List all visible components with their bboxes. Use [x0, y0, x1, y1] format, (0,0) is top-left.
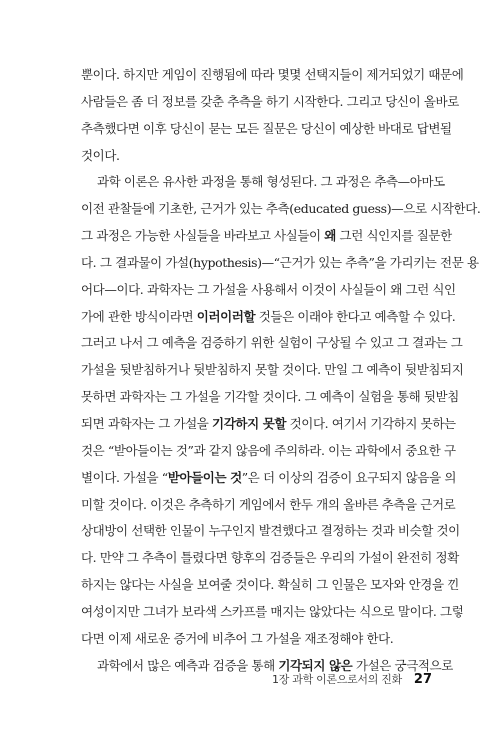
emphasis-text: 받아들이는 것 — [167, 469, 242, 485]
text-line — [81, 492, 456, 519]
text-segment: 여성이지만 그녀가 보라색 스카프를 매지는 않았다는 식으로 말이다. 그렇 — [81, 603, 464, 619]
text-segment: 가에 관한 방식이라면 — [81, 308, 197, 324]
text-line — [81, 545, 459, 572]
text-segment: 것이다. 여기서 기각하지 못하는 — [286, 415, 456, 431]
text-segment: 것이다. — [81, 147, 120, 163]
text-line — [81, 572, 459, 599]
text-line — [81, 384, 459, 411]
text-segment: 다. 그 결과물이 가설(hypothesis)—“근거가 있는 추측”을 가리키는 전문 용 — [81, 254, 479, 270]
text-line — [81, 438, 456, 465]
text-line — [81, 357, 464, 384]
page-number: 27 — [413, 672, 432, 687]
emphasis-text: 기각하지 못할 — [212, 415, 287, 431]
text-line — [81, 304, 456, 331]
text-segment: 별이다. 가설을 “ — [81, 469, 168, 485]
emphasis-text: 이러이러할 — [196, 308, 256, 324]
text-line — [81, 277, 456, 304]
emphasis-text: 기각되지 않은 — [278, 657, 353, 673]
text-line — [81, 330, 463, 357]
text-segment: 그 과정은 가능한 사실들을 바라보고 사실들이 — [81, 228, 325, 244]
text-segment: 추측했다면 이후 당신이 묻는 모든 질문은 당신이 예상한 바대로 답변될 — [81, 120, 452, 136]
text-segment: 다. 만약 그 추측이 틀렸다면 향후의 검증들은 우리의 가설이 완전히 정확 — [81, 550, 459, 566]
text-segment: 그런 식인지를 질문한 — [335, 228, 452, 244]
text-segment: 이전 관찰들에 기초한, 근거가 있는 추측(educated guess)—으로 시작한다. — [81, 201, 481, 217]
text-segment: 못하면 과학자는 그 가설을 기각할 것이다. 그 예측이 실험을 통해 뒷받침 — [81, 389, 459, 405]
text-line — [81, 411, 456, 438]
text-segment: 하지는 않다는 사실을 보여줄 것이다. 확실히 그 인물은 모자와 안경을 낀 — [81, 577, 459, 593]
text-line — [81, 626, 433, 653]
text-segment: 뿐이다. 하지만 게임이 진행됨에 따라 몇몇 선택지들이 제거되었기 때문에 — [81, 67, 464, 82]
text-segment: 과학 이론은 유사한 과정을 통해 형성된다. 그 과정은 추측—아마도 — [97, 174, 445, 190]
text-segment: 되면 과학자는 그 가설을 — [81, 415, 213, 431]
text-line — [81, 143, 433, 170]
text-segment: 그러고 나서 그 예측을 검증하기 위한 실험이 구상될 수 있고 그 결과는 그 — [81, 335, 463, 351]
text-line — [81, 89, 459, 116]
text-segment: 것은 “받아들이는 것”과 같지 않음에 주의하라. 이는 과학에서 중요한 구 — [81, 442, 456, 458]
body-text — [81, 62, 481, 679]
text-segment: 가설을 뒷받침하거나 뒷받침하지 못할 것이다. 만일 그 예측이 뒷받침되지 — [81, 362, 464, 378]
text-segment: 과학에서 많은 예측과 검증을 통해 — [97, 657, 279, 673]
text-line — [81, 599, 464, 626]
text-line — [81, 196, 481, 223]
page-footer — [272, 670, 432, 690]
text-line — [81, 223, 452, 250]
text-segment: 미할 것이다. 이것은 추측하기 게임에서 한두 개의 올바른 추측을 근거로 — [81, 496, 456, 512]
text-segment: 것들은 이래야 한다고 예측할 수 있다. — [255, 308, 456, 324]
text-line — [81, 465, 457, 492]
running-footer-chapter: 1장 과학 이론으로서의 진화 — [272, 673, 402, 686]
text-segment: 어다—이다. 과학자는 그 가설을 사용해서 이것이 사실들이 왜 그런 식인 — [81, 281, 456, 297]
emphasis-text: 왜 — [324, 228, 336, 244]
text-line — [81, 169, 445, 196]
text-segment: ”은 더 이상의 검증이 요구되지 않음을 의 — [241, 469, 457, 485]
text-line — [81, 62, 464, 89]
text-segment: 상대방이 선택한 인물이 누구인지 발견했다고 결정하는 것과 비슷할 것이 — [81, 523, 460, 539]
text-segment: 가설은 궁극적으로 — [352, 657, 453, 673]
text-segment: 다면 이제 새로운 증거에 비추어 그 가설을 재조정해야 한다. — [81, 630, 394, 646]
text-line — [81, 518, 460, 545]
text-line — [81, 250, 479, 277]
text-segment: 사람들은 좀 더 정보를 갖춘 추측을 하기 시작한다. 그리고 당신이 올바로 — [81, 93, 459, 109]
text-line — [81, 116, 452, 143]
